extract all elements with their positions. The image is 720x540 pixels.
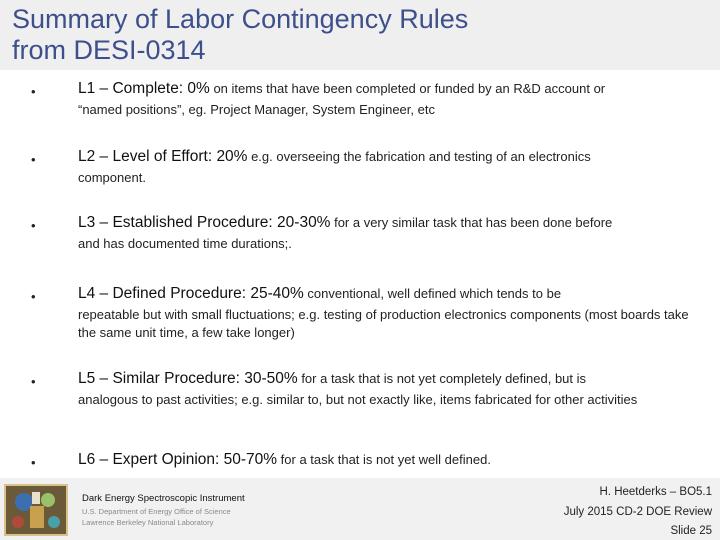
bullet-text [78, 285, 700, 342]
bullet-continuation: “named positions”, eg. Project Manager, System Engineer, etc [78, 102, 435, 117]
bullet-body: on items that have been completed or funded by an R&D account or [209, 81, 606, 96]
slide-number: Slide 25 [670, 525, 712, 537]
bullet-continuation: repeatable but with small fluctuations; e.g. testing of production electronics components (most boards take the same unit time, a few take longer) [78, 307, 689, 340]
bullet-continuation: and has documented time durations;. [78, 236, 292, 251]
bullet-body: for a task that is not yet well defined. [277, 452, 491, 467]
bullet-marker: • [31, 218, 36, 233]
bullet-body: e.g. overseeing the fabrication and testing of an electronics [247, 149, 591, 164]
footer-lab: Lawrence Berkeley National Laboratory [82, 518, 214, 527]
bullet-text [78, 370, 700, 409]
bullet-marker: • [31, 374, 36, 389]
bullet-heading: L2 – Level of Effort: 20% [78, 148, 248, 165]
bullet-marker: • [31, 84, 36, 99]
bullet-heading: L4 – Defined Procedure: 25-40% [78, 285, 304, 302]
slide-title-line-1: Summary of Labor Contingency Rules [12, 4, 469, 34]
footer-dept: U.S. Department of Energy Office of Science [82, 507, 231, 516]
bullet-heading: L5 – Similar Procedure: 30-50% [78, 370, 298, 387]
footer-org: Dark Energy Spectroscopic Instrument [82, 493, 245, 504]
title-bar [0, 0, 720, 70]
bullet-text [78, 214, 700, 253]
bullet-text [78, 451, 700, 469]
bullet-text [78, 80, 700, 119]
bullet-body: for a task that is not yet completely defined, but is [297, 371, 587, 386]
bullet-heading: L3 – Established Procedure: 20-30% [78, 214, 331, 231]
slide-footer [0, 478, 720, 540]
footer-author: H. Heetderks – BO5.1 [599, 486, 712, 498]
bullet-marker: • [31, 455, 36, 470]
slide-title-line-2: from DESI-0314 [12, 35, 206, 65]
bullet-heading: L1 – Complete: 0% [78, 80, 210, 97]
bullet-continuation: component. [78, 170, 146, 185]
bullet-marker: • [31, 289, 36, 304]
desi-logo-icon [4, 484, 68, 536]
footer-event: July 2015 CD-2 DOE Review [563, 506, 712, 518]
bullet-body: conventional, well defined which tends to be [303, 286, 562, 301]
bullet-continuation: analogous to past activities; e.g. similar to, but not exactly like, items fabricated for other activities [78, 392, 638, 407]
bullet-text [78, 148, 700, 187]
bullet-body: for a very similar task that has been done before [330, 215, 613, 230]
bullet-heading: L6 – Expert Opinion: 50-70% [78, 451, 278, 468]
bullet-marker: • [31, 152, 36, 167]
